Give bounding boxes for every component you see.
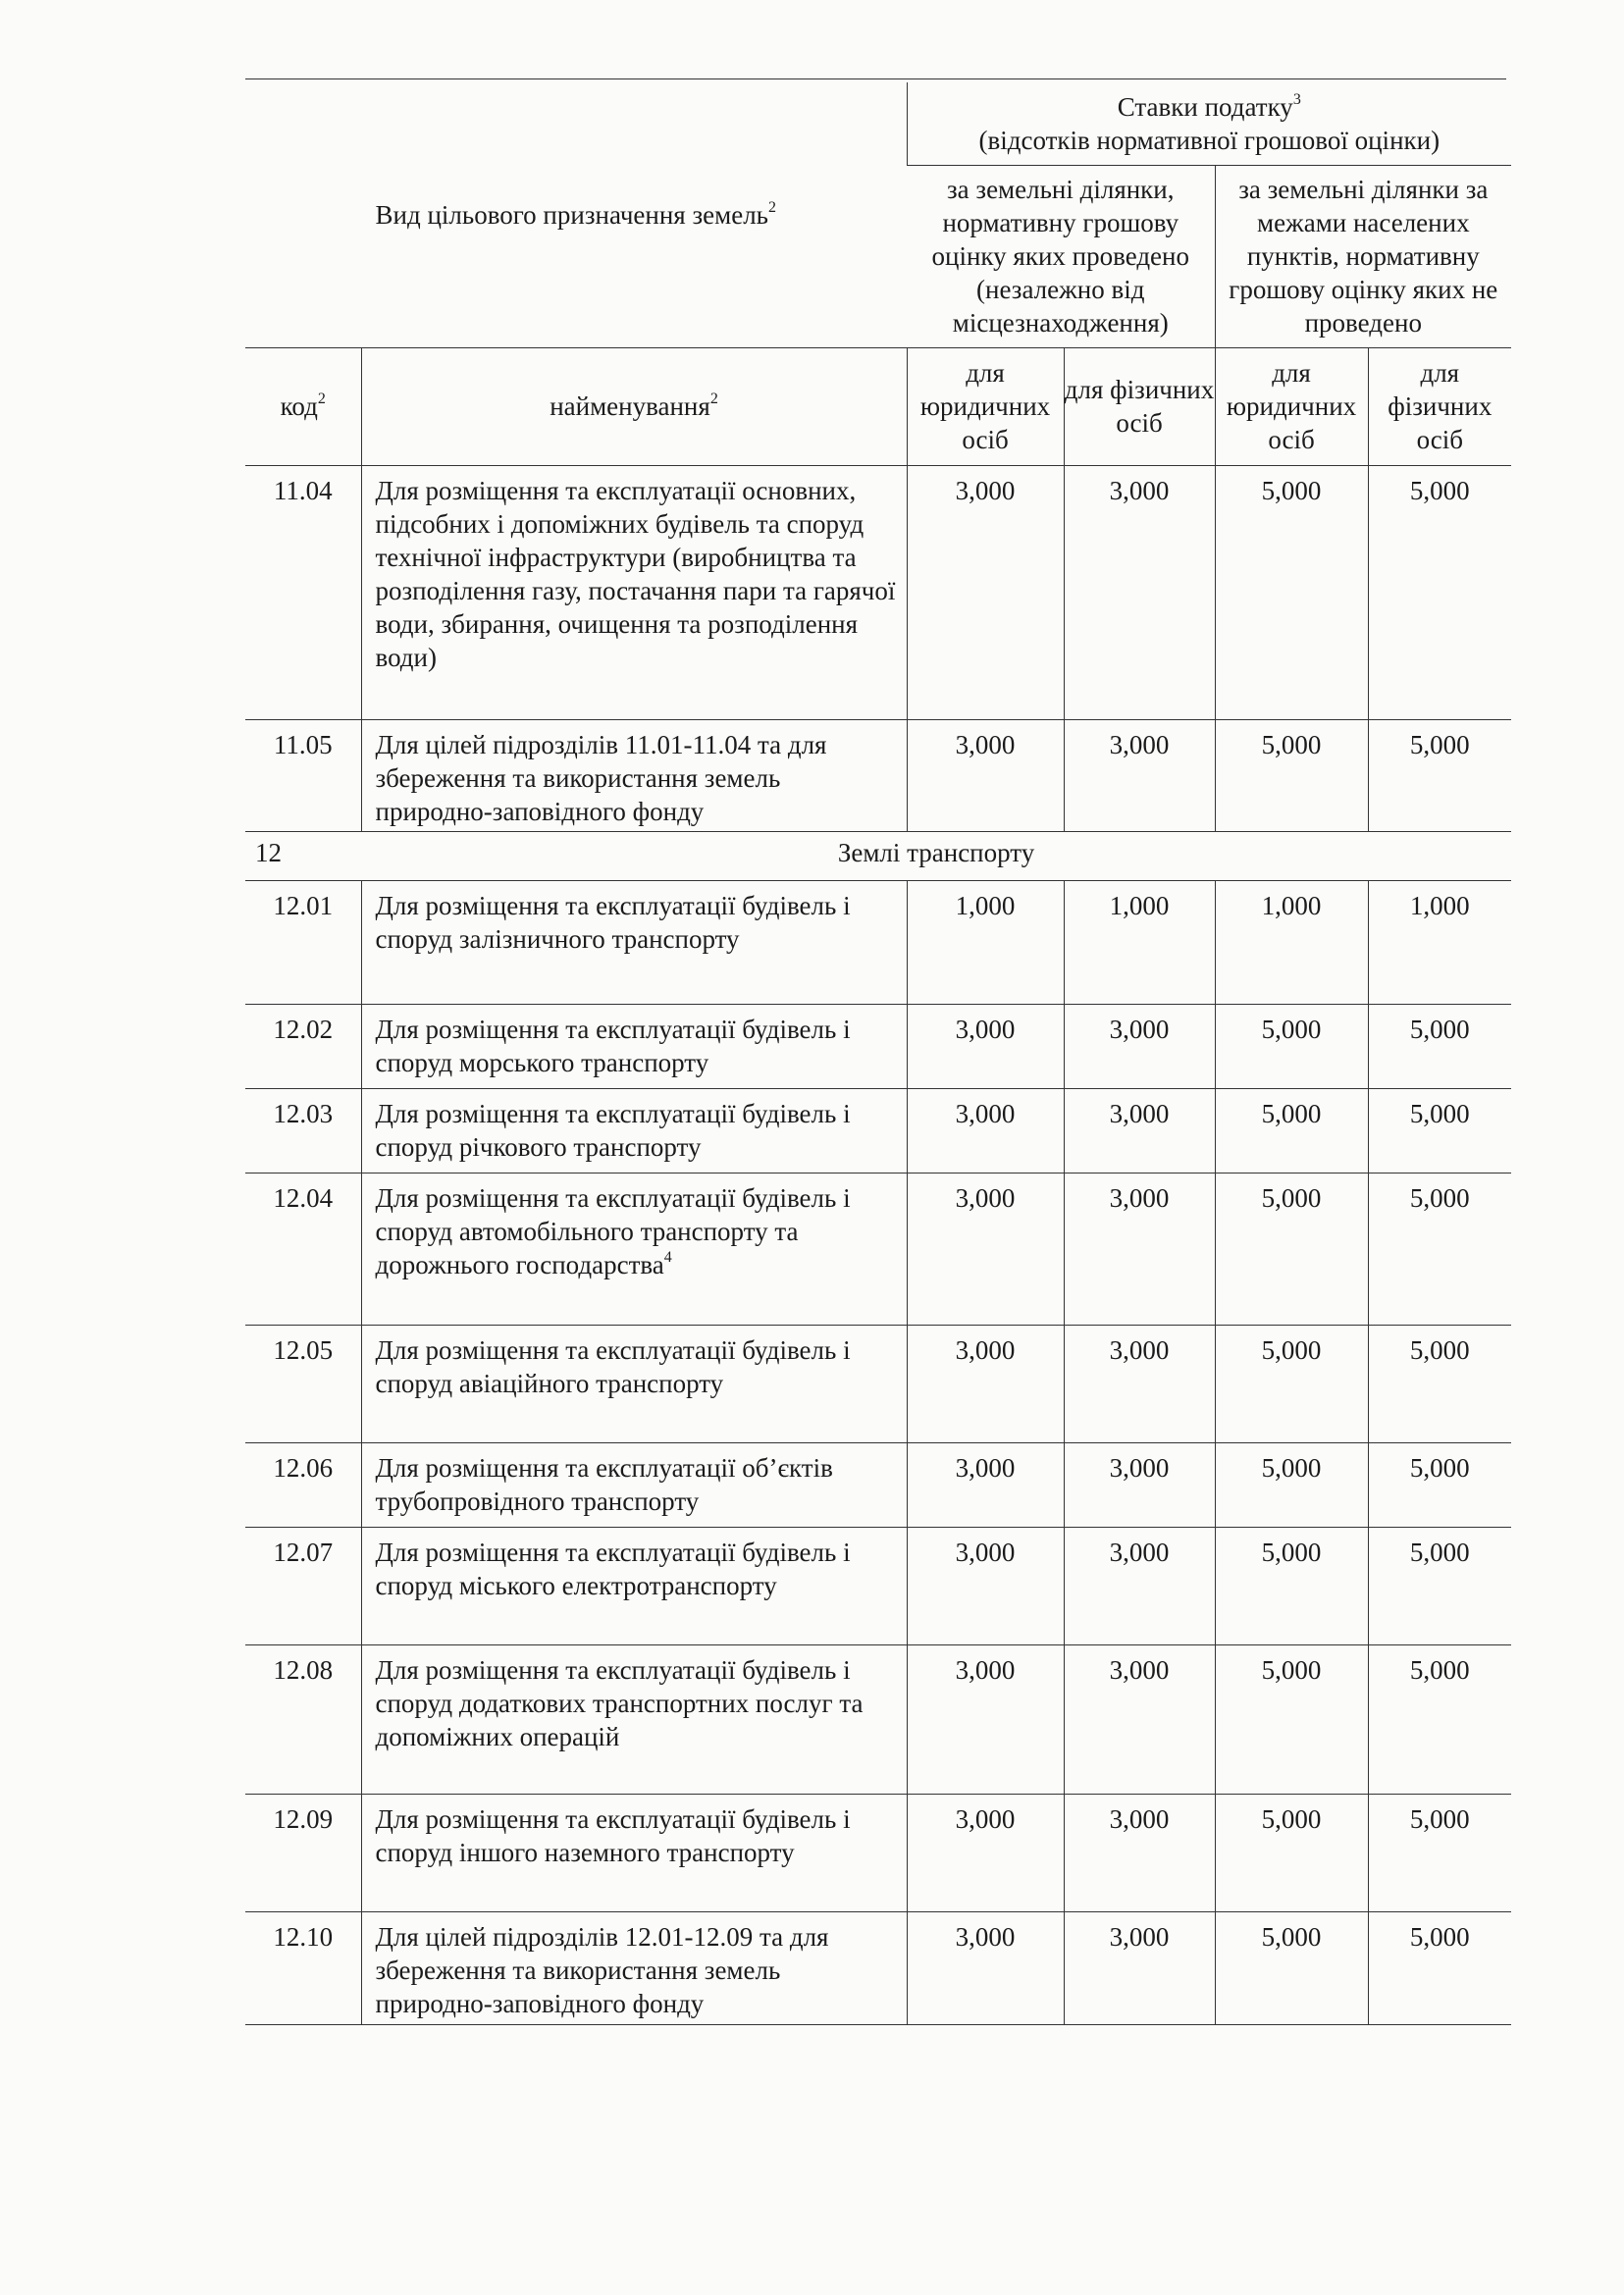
table-row xyxy=(245,1442,1511,1527)
row-name: Для цілей підрозділів 12.01-12.09 та для збереження та використання земель природно-заповідного фонду xyxy=(361,1911,907,2024)
rate-legal-not-assessed: 5,000 xyxy=(1215,1794,1368,1911)
section-title: Землі транспорту xyxy=(361,831,1511,880)
table-row xyxy=(245,1911,1511,2024)
table-row xyxy=(245,1173,1511,1325)
rate-physical-assessed: 3,000 xyxy=(1064,1794,1215,1911)
row-name: Для цілей підрозділів 11.01-11.04 та для збереження та використання земель природно-заповідного фонду xyxy=(361,719,907,831)
rate-physical-not-assessed: 5,000 xyxy=(1368,719,1511,831)
row-name: Для розміщення та експлуатації будівель і споруд додаткових транспортних послуг та допоміжних операцій xyxy=(361,1644,907,1794)
rate-legal-not-assessed: 5,000 xyxy=(1215,719,1368,831)
assessed-header: за земельні ділянки, нормативну грошову оцінку яких проведено (незалежно від місцезнаходження) xyxy=(907,165,1215,347)
rate-physical-assessed: 3,000 xyxy=(1064,1527,1215,1644)
table-row xyxy=(245,719,1511,831)
rate-physical-not-assessed: 5,000 xyxy=(1368,1173,1511,1325)
not-assessed-header: за земельні ділянки за межами населених пунктів, нормативну грошову оцінку яких не проведено xyxy=(1215,165,1511,347)
rate-legal-assessed: 3,000 xyxy=(907,1088,1064,1173)
rate-physical-not-assessed: 5,000 xyxy=(1368,465,1511,719)
rate-physical-not-assessed: 5,000 xyxy=(1368,1088,1511,1173)
rates-header: Ставки податку$^3$ (відсотків нормативної грошової оцінки) xyxy=(907,82,1511,165)
rate-physical-not-assessed: 5,000 xyxy=(1368,1004,1511,1088)
row-name: Для розміщення та експлуатації будівель і споруд авіаційного транспорту xyxy=(361,1325,907,1442)
table-row xyxy=(245,1088,1511,1173)
rate-legal-not-assessed: 5,000 xyxy=(1215,1325,1368,1442)
rate-physical-not-assessed: 5,000 xyxy=(1368,1527,1511,1644)
rate-physical-assessed: 3,000 xyxy=(1064,1004,1215,1088)
rate-legal-not-assessed: 5,000 xyxy=(1215,1442,1368,1527)
table-row xyxy=(245,1004,1511,1088)
row-name: Для розміщення та експлуатації будівель і споруд морського транспорту xyxy=(361,1004,907,1088)
rate-physical-assessed: 3,000 xyxy=(1064,465,1215,719)
table-row xyxy=(245,1527,1511,1644)
row-name: Для розміщення та експлуатації будівель і споруд залізничного транспорту xyxy=(361,880,907,1004)
row-code: 11.05 xyxy=(245,719,361,831)
rate-legal-assessed: 3,000 xyxy=(907,1794,1064,1911)
rate-legal-not-assessed: 5,000 xyxy=(1215,465,1368,719)
row-code: 11.04 xyxy=(245,465,361,719)
legal-header: для юридичних осіб xyxy=(1215,347,1368,465)
table-row xyxy=(245,880,1511,1004)
table-row xyxy=(245,1794,1511,1911)
row-name: Для розміщення та експлуатації будівель і споруд річкового транспорту xyxy=(361,1088,907,1173)
rate-physical-assessed: 3,000 xyxy=(1064,1088,1215,1173)
row-code: 12.03 xyxy=(245,1088,361,1173)
section-row xyxy=(245,831,1511,880)
tax-rates-table xyxy=(245,82,1511,2025)
row-code: 12.07 xyxy=(245,1527,361,1644)
rate-physical-not-assessed: 5,000 xyxy=(1368,1794,1511,1911)
purpose-type-header: Вид цільового призначення земель$^2$ xyxy=(245,82,907,347)
rate-physical-assessed: 1,000 xyxy=(1064,880,1215,1004)
row-code: 12.10 xyxy=(245,1911,361,2024)
code-header: код$^2$ xyxy=(245,347,361,465)
row-code: 12.06 xyxy=(245,1442,361,1527)
rate-legal-not-assessed: 5,000 xyxy=(1215,1004,1368,1088)
rate-legal-not-assessed: 5,000 xyxy=(1215,1527,1368,1644)
row-code: 12.08 xyxy=(245,1644,361,1794)
rate-legal-not-assessed: 5,000 xyxy=(1215,1088,1368,1173)
rate-physical-not-assessed: 5,000 xyxy=(1368,1442,1511,1527)
physical-header: для фізичних осіб xyxy=(1368,347,1511,465)
rate-physical-not-assessed: 5,000 xyxy=(1368,1325,1511,1442)
rate-legal-assessed: 1,000 xyxy=(907,880,1064,1004)
rate-physical-not-assessed: 5,000 xyxy=(1368,1644,1511,1794)
rate-legal-assessed: 3,000 xyxy=(907,1527,1064,1644)
rate-legal-assessed: 3,000 xyxy=(907,465,1064,719)
row-code: 12.04 xyxy=(245,1173,361,1325)
rate-physical-assessed: 3,000 xyxy=(1064,1325,1215,1442)
table-row xyxy=(245,1325,1511,1442)
section-code: 12 xyxy=(245,831,361,880)
rate-legal-assessed: 3,000 xyxy=(907,1911,1064,2024)
rate-physical-assessed: 3,000 xyxy=(1064,719,1215,831)
rate-legal-not-assessed: 5,000 xyxy=(1215,1911,1368,2024)
row-name: Для розміщення та експлуатації об’єктів трубопровідного транспорту xyxy=(361,1442,907,1527)
rate-physical-assessed: 3,000 xyxy=(1064,1644,1215,1794)
rate-legal-assessed: 3,000 xyxy=(907,1004,1064,1088)
table-row xyxy=(245,465,1511,719)
rate-physical-not-assessed: 1,000 xyxy=(1368,880,1511,1004)
row-name: Для розміщення та експлуатації основних, підсобних і допоміжних будівель та споруд технічної інфраструктури (виробництва та розподілення газу, постачання пари та гарячої води, збирання, очищення та розподілення води) xyxy=(361,465,907,719)
rate-legal-not-assessed: 5,000 xyxy=(1215,1644,1368,1794)
row-name: Для розміщення та експлуатації будівель і споруд міського електротранспорту xyxy=(361,1527,907,1644)
rate-legal-assessed: 3,000 xyxy=(907,1442,1064,1527)
row-code: 12.09 xyxy=(245,1794,361,1911)
row-name: Для розміщення та експлуатації будівель і споруд іншого наземного транспорту xyxy=(361,1794,907,1911)
name-header: найменування$^2$ xyxy=(361,347,907,465)
physical-header: для фізичних осіб xyxy=(1064,347,1215,465)
row-name: Для розміщення та експлуатації будівель і споруд автомобільного транспорту та дорожнього господарства$^4$ xyxy=(361,1173,907,1325)
rate-legal-assessed: 3,000 xyxy=(907,1173,1064,1325)
rate-legal-assessed: 3,000 xyxy=(907,719,1064,831)
row-code: 12.02 xyxy=(245,1004,361,1088)
rate-physical-assessed: 3,000 xyxy=(1064,1911,1215,2024)
rate-physical-not-assessed: 5,000 xyxy=(1368,1911,1511,2024)
top-rule xyxy=(245,78,1506,79)
rate-legal-assessed: 3,000 xyxy=(907,1644,1064,1794)
table-row xyxy=(245,1644,1511,1794)
rate-legal-assessed: 3,000 xyxy=(907,1325,1064,1442)
rate-legal-not-assessed: 1,000 xyxy=(1215,880,1368,1004)
row-code: 12.05 xyxy=(245,1325,361,1442)
rate-physical-assessed: 3,000 xyxy=(1064,1173,1215,1325)
rate-legal-not-assessed: 5,000 xyxy=(1215,1173,1368,1325)
legal-header: для юридичних осіб xyxy=(907,347,1064,465)
row-code: 12.01 xyxy=(245,880,361,1004)
rate-physical-assessed: 3,000 xyxy=(1064,1442,1215,1527)
